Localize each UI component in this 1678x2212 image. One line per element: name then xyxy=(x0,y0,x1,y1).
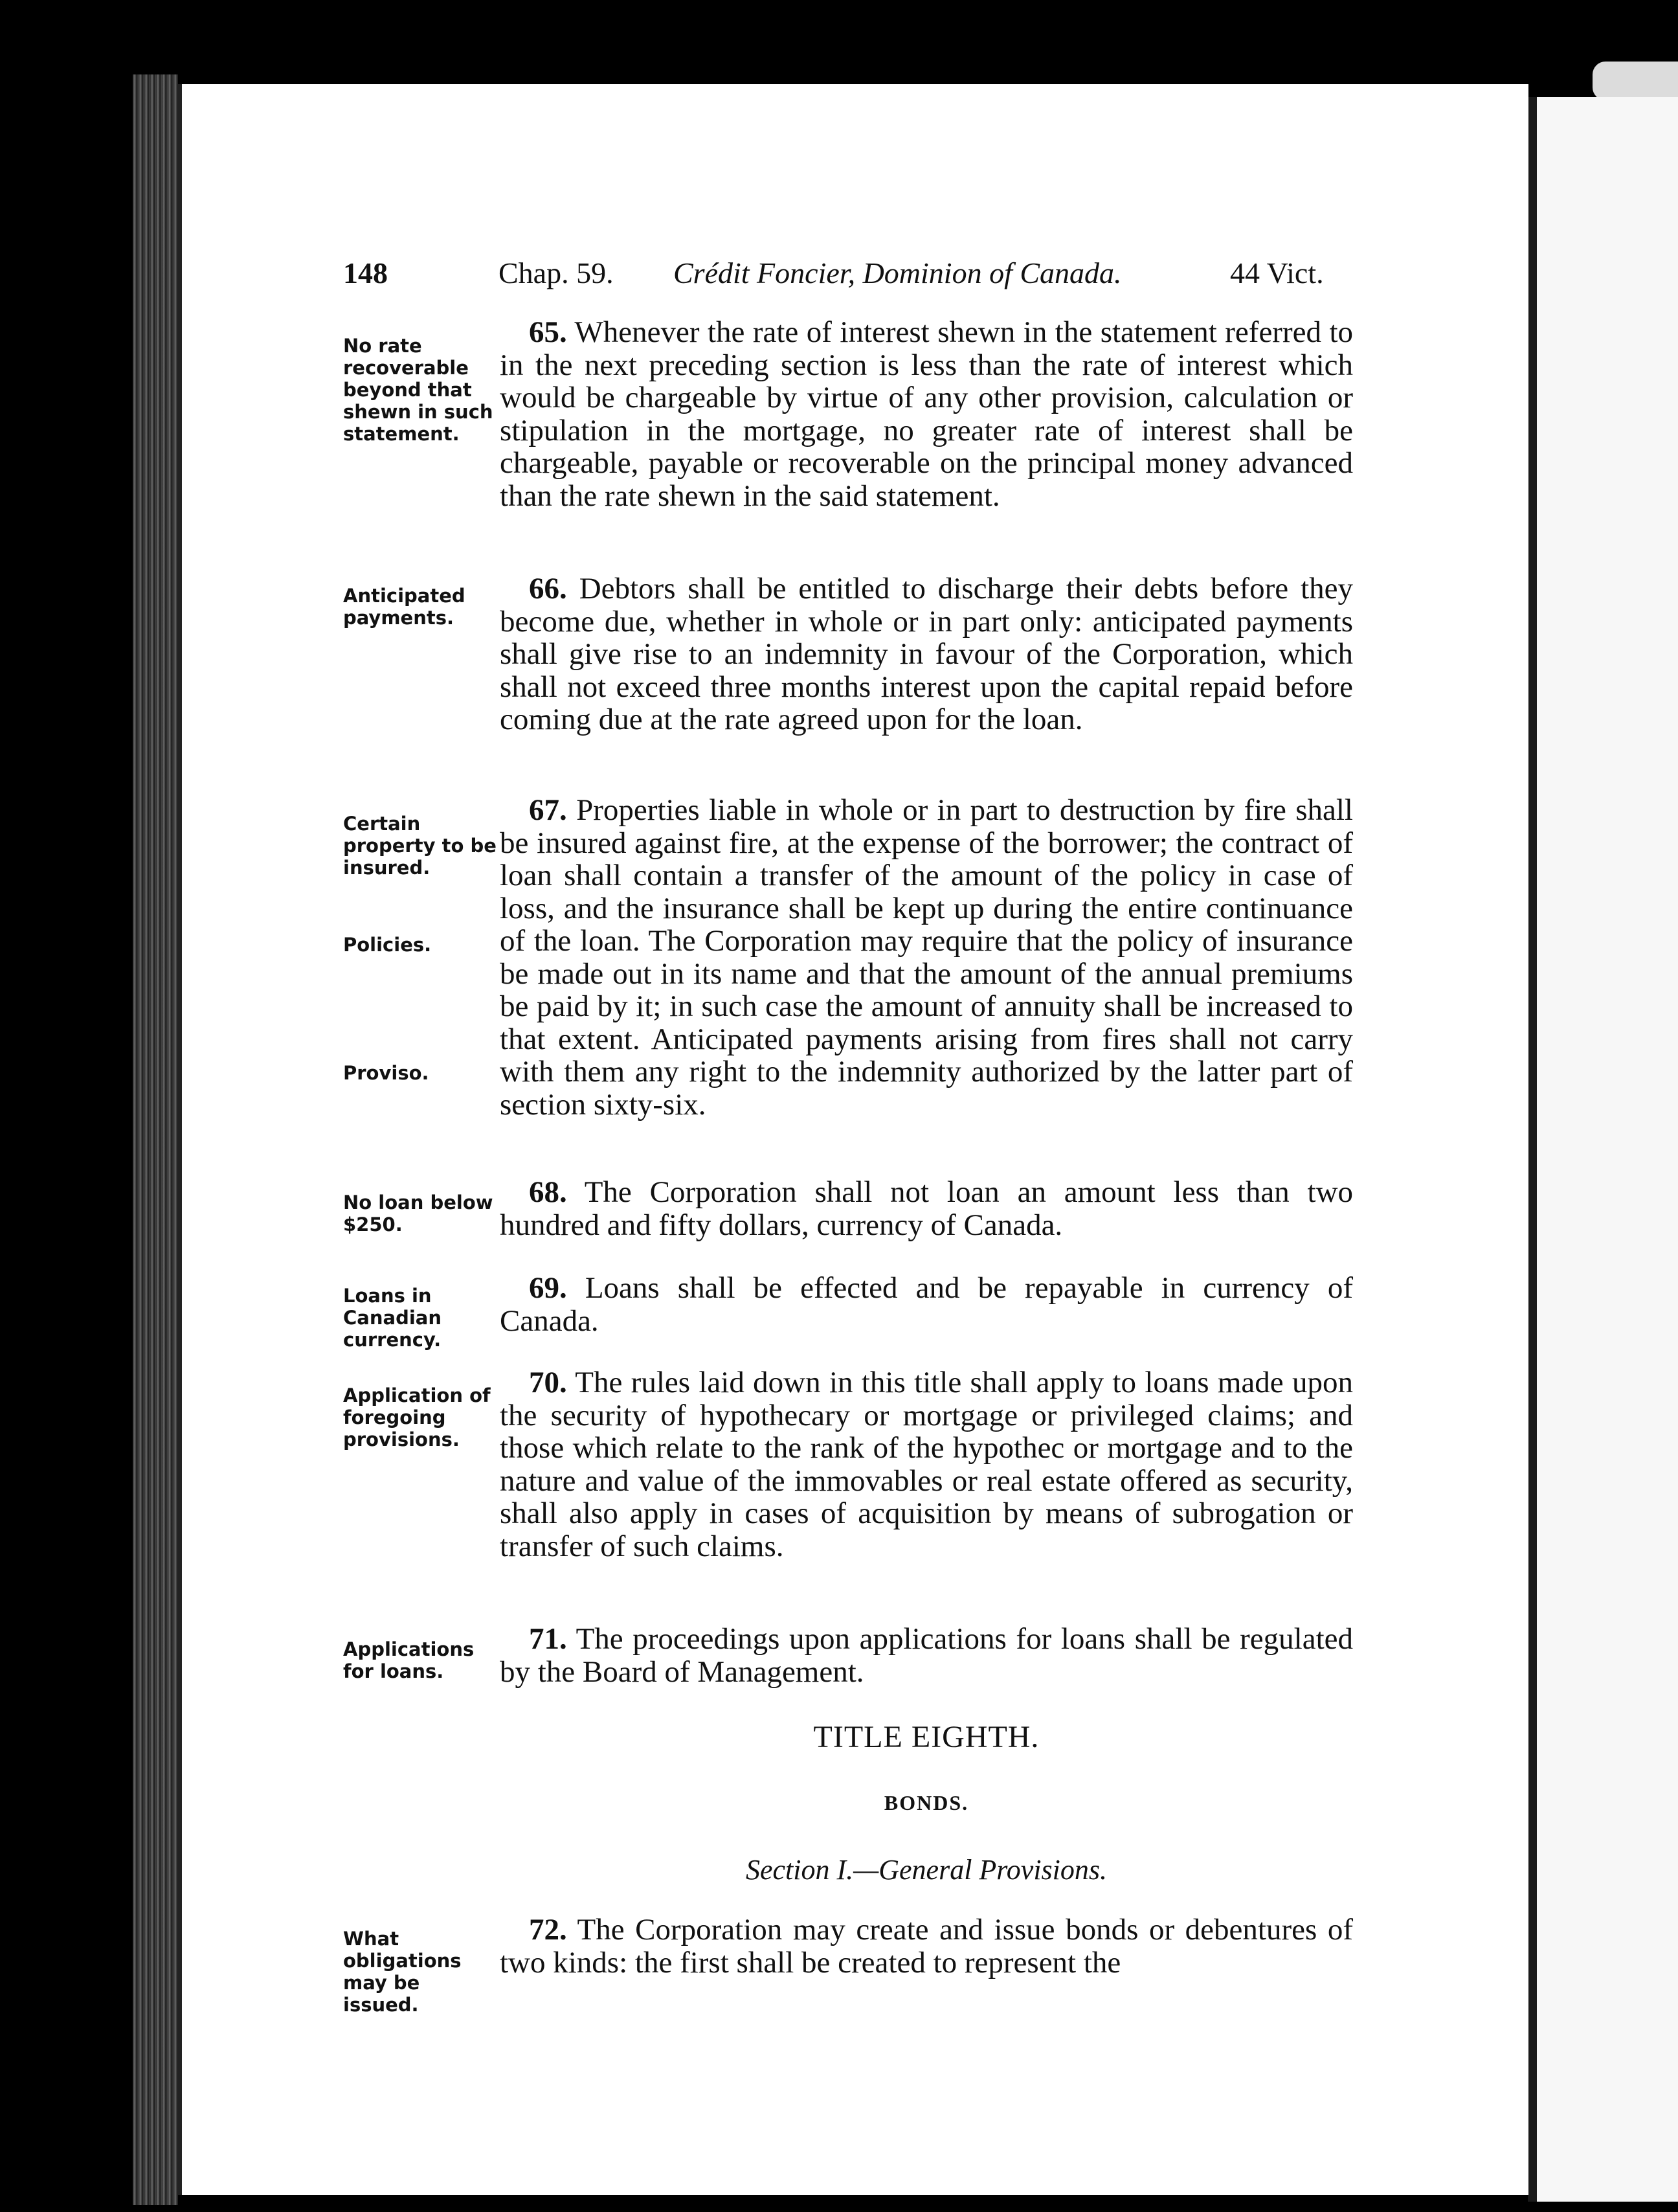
section-71 xyxy=(500,1623,1353,1688)
section-number: 67. xyxy=(529,793,567,827)
section-text: Loans shall be effected and be repayable in currency of Canada. xyxy=(500,1271,1354,1338)
section-65 xyxy=(500,316,1353,512)
running-head xyxy=(343,256,1353,295)
section-text: Properties liable in whole or in part to destruction by fire shall be insured against fire, at the expense of the borrower; the contract of loan shall contain a transfer of the amount of the policy in case of loss, and the insurance shall be kept up during the entire continuance of the loan. The Corporation may require that the policy of insurance be made out in its name and that the amount of the annual premiums be paid by it; in such case the amount of annuity shall be increased to that extent. Anticipated payments arising from fires shall not carry with them any right to the indemnity authorized by the latter part of section sixty-six. xyxy=(500,793,1353,1122)
marginal-note: No loan below $250. xyxy=(343,1191,493,1236)
section-69 xyxy=(500,1272,1353,1337)
marginal-note: Policies. xyxy=(343,934,432,956)
section-text: Debtors shall be entitled to discharge their debts before they become due, whether in whole or in part only: anticipated payments shall give rise to an indemnity in favour of the Corporation, which shall not exceed three months interest upon the capital repaid before coming due at the rate agreed upon for the loan. xyxy=(500,572,1353,736)
section-number: 72. xyxy=(529,1913,567,1947)
section-66 xyxy=(500,572,1353,736)
section-text: The Corporation may create and issue bonds or debentures of two kinds: the first shall be created to represent the xyxy=(500,1913,1353,1980)
marginal-note: Loans in Canadian currency. xyxy=(343,1285,442,1351)
section-67 xyxy=(500,794,1353,1121)
section-heading: Section I.—General Provisions. xyxy=(745,1854,1108,1886)
marginal-note: Certain property to be insured. xyxy=(343,813,497,879)
marginal-note: Application of foregoing provisions. xyxy=(343,1384,491,1450)
marginal-note: Applications for loans. xyxy=(343,1638,475,1682)
section-68 xyxy=(500,1176,1353,1241)
bonds-heading: BONDS. xyxy=(884,1791,969,1814)
section-text: Whenever the rate of interest shewn in the statement referred to in the next preceding section is less than the rate of interest which would be chargeable by virtue of any other provision, calculation or stipulation in the mortgage, no greater rate of interest shall be chargeable, payable or recoverable on the principal money advanced than the rate shewn in the said statement. xyxy=(500,315,1354,513)
regnal-year: 44 Vict. xyxy=(1230,256,1324,289)
marginal-note: What obligations may be issued. xyxy=(343,1928,462,2016)
book-spine-edge xyxy=(133,74,178,2205)
marginal-note: Proviso. xyxy=(343,1062,429,1084)
section-72 xyxy=(500,1913,1353,1979)
section-number: 66. xyxy=(529,572,567,605)
marginal-note: No rate recoverable beyond that shewn in such statement. xyxy=(343,335,493,445)
section-number: 65. xyxy=(529,315,567,349)
section-text: The proceedings upon applications for loans shall be regulated by the Board of Management. xyxy=(500,1622,1354,1689)
title-heading: TITLE EIGHTH. xyxy=(813,1720,1040,1754)
chapter-label: Chap. 59. xyxy=(498,256,614,289)
section-number: 68. xyxy=(529,1175,567,1209)
scan-edge-artifact xyxy=(1593,62,1678,100)
facing-page-edge xyxy=(1528,97,1678,2202)
section-text: The rules laid down in this title shall apply to loans made upon the security of hypothecary or mortgage or privileged claims; and those which relate to the rank of the hypothec or mortgage and to the nature and value of the immovables or real estate offered as security, shall also apply in cases of acquisition by means of subrogation or transfer of such claims. xyxy=(500,1366,1353,1563)
page-number: 148 xyxy=(343,256,388,289)
section-70 xyxy=(500,1366,1353,1563)
section-number: 69. xyxy=(529,1271,567,1305)
section-number: 70. xyxy=(529,1366,567,1399)
section-number: 71. xyxy=(529,1622,567,1656)
act-title: Crédit Foncier, Dominion of Canada. xyxy=(673,256,1122,289)
marginal-note: Anticipated payments. xyxy=(343,585,465,629)
section-text: The Corporation shall not loan an amount less than two hundred and fifty dollars, currency of Canada. xyxy=(500,1175,1354,1242)
